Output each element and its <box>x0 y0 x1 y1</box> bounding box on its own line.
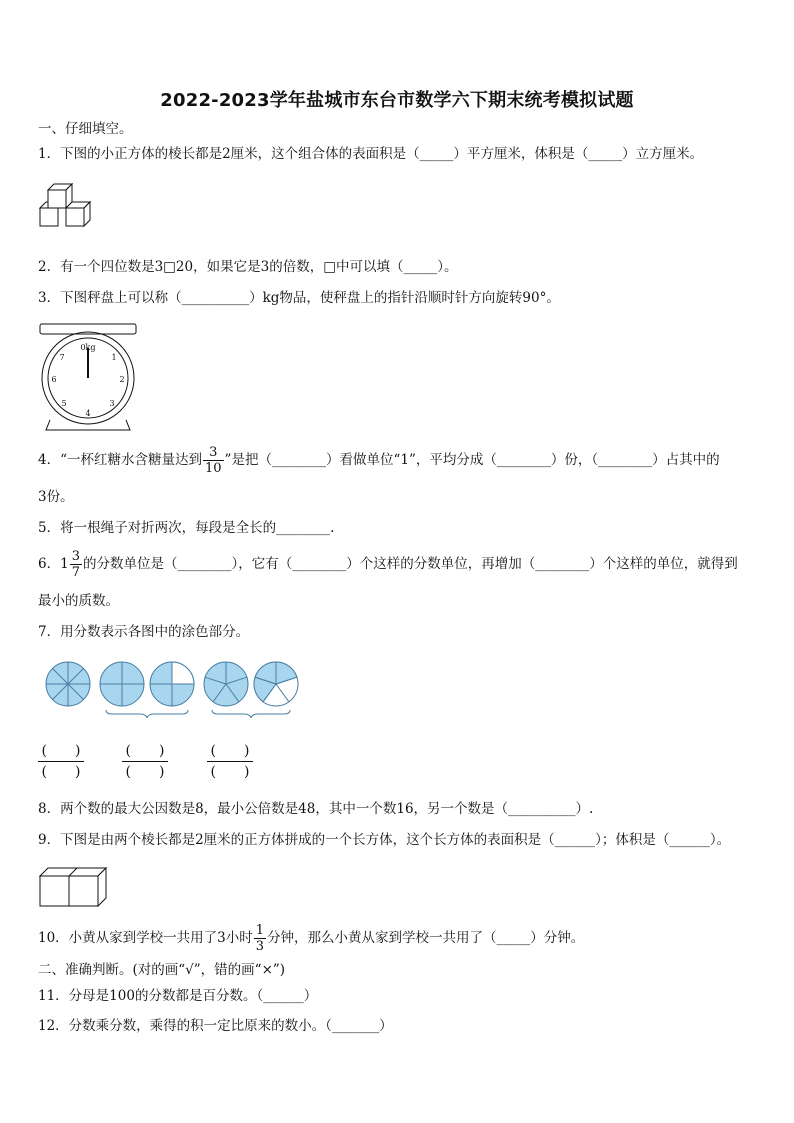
cube-combination-figure <box>38 180 94 240</box>
question-3: 3．下图秤盘上可以称（__________）kg物品，使秤盘上的指针沿顺时针方向旋转90°。 <box>38 290 560 306</box>
scale-label-0kg: 0kg <box>80 343 96 352</box>
fraction-circles-figure <box>40 658 306 720</box>
question-1: 1．下图的小正方体的棱长都是2厘米，这个组合体的表面积是（_____）平方厘米，体积是（_____）立方厘米。 <box>38 146 704 162</box>
question-6-continued: 最小的质数。 <box>38 593 119 609</box>
question-11: 11．分母是100的分数都是百分数。（______） <box>38 988 318 1004</box>
circle-quarters-1 <box>100 662 144 706</box>
answer-fraction-1[interactable]: ( ) ( ) <box>38 741 84 782</box>
question-5: 5．将一根绳子对折两次，每段是全长的________. <box>38 520 335 536</box>
question-4: 4．“一杯红糖水含糖量达到 $\frac{3}{10}$ ”是把（________）看做单位“1”，平均分成（________）份，（________）占其中的 <box>38 445 720 476</box>
question-2: 2．有一个四位数是3□20，如果它是3的倍数，□中可以填（_____）。 <box>38 259 458 275</box>
scale-number: 1 <box>111 353 117 362</box>
section-heading-fill: 一、仔细填空。 <box>38 121 133 137</box>
circle-eighths <box>46 662 90 706</box>
scale-number: 2 <box>119 375 125 384</box>
scale-number: 6 <box>51 375 57 384</box>
page-title: 2022-2023学年盐城市东台市数学六下期末统考模拟试题 <box>160 90 634 111</box>
question-4-continued: 3份。 <box>38 489 74 505</box>
brace-group-1 <box>106 710 188 718</box>
question-8: 8．两个数的最大公因数是8，最小公倍数是48，其中一个数16，另一个数是（__________）. <box>38 801 594 817</box>
fraction-3-7: $\frac{3}{7}$ <box>71 549 80 580</box>
scale-number: 4 <box>85 409 91 418</box>
answer-fraction-3[interactable]: ( ) ( ) <box>207 741 253 782</box>
question-6: 6．1 $\frac{3}{7}$ 的分数单位是（________），它有（________）个这样的分数单位，再增加（________）个这样的单位，就得到 <box>38 549 738 580</box>
question-9: 9．下图是由两个棱长都是2厘米的正方体拼成的一个长方体，这个长方体的表面积是（______）；体积是（______）。 <box>38 832 731 848</box>
question-7: 7．用分数表示各图中的涂色部分。 <box>38 624 250 640</box>
circle-quarters-2 <box>150 662 194 706</box>
brace-group-2 <box>212 710 290 718</box>
question-10: 10．小黄从家到学校一共用了3小时 $\frac{1}{3}$ 分钟，那么小黄从家到学校一共用了（_____）分钟。 <box>38 923 585 954</box>
question-12: 12．分数乘分数，乘得的积一定比原来的数小。（_______） <box>38 1018 393 1034</box>
scale-number: 3 <box>109 399 115 408</box>
fraction-1-3: $\frac{1}{3}$ <box>255 923 265 954</box>
section-heading-judge: 二、准确判断。(对的画“√”，错的画“×”) <box>38 962 286 978</box>
cuboid-figure <box>38 866 108 908</box>
circle-fifths-1 <box>204 662 248 706</box>
answer-fraction-2[interactable]: ( ) ( ) <box>122 741 168 782</box>
circle-fifths-2 <box>254 662 298 706</box>
scale-number: 7 <box>59 353 65 362</box>
weighing-scale-figure <box>36 320 142 432</box>
scale-number: 5 <box>61 399 67 408</box>
fraction-3-10: $\frac{3}{10}$ <box>205 445 222 476</box>
